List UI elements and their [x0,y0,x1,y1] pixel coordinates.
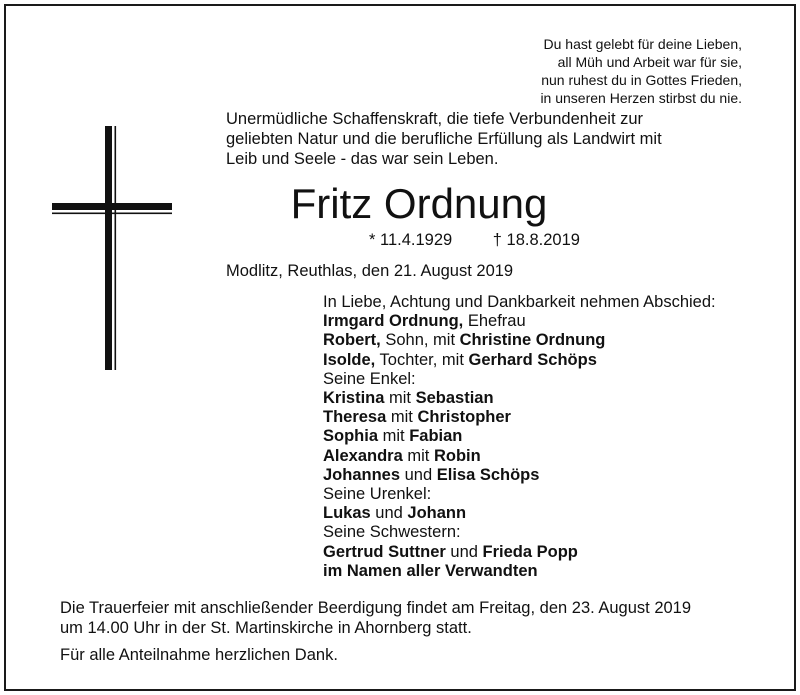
mourner-name: Sebastian [415,389,494,408]
mourner-row [323,312,716,331]
mourner-name: Fabian [409,427,463,446]
mourner-name: Elisa Schöps [436,465,540,484]
mourner-relation: Seine Urenkel: [323,485,432,504]
mourner-row [323,427,716,446]
mourner-row [323,543,716,562]
mourner-name: Christopher [417,408,511,427]
mourner-relation: mit [386,408,418,427]
mourner-name: Christine Ordnung [459,331,606,350]
mourner-row [323,331,716,350]
mourner-relation: mit [402,446,434,465]
mourner-relation: Ehefrau [463,312,526,331]
poem-line: Du hast gelebt für deine Lieben, [543,36,742,52]
poem-line: in unseren Herzen stirbst du nie. [540,90,742,106]
cross-icon [52,126,172,370]
mourners-list [323,293,716,581]
mourner-name: Gertrud Suttner [323,542,446,561]
mourner-row [323,562,716,581]
mourner-name: Frieda Popp [482,542,578,561]
mourner-name: Lukas [323,504,371,523]
mourner-row [323,466,716,485]
mourner-relation: mit [378,427,410,446]
mourners-heading: In Liebe, Achtung und Dankbarkeit nehmen Abschied: [323,293,716,311]
poem-line: all Müh und Arbeit war für sie, [557,54,742,70]
mourner-row [323,408,716,427]
mourner-relation: Seine Enkel: [323,369,416,388]
mourner-row [323,351,716,370]
ceremony-line: um 14.00 Uhr in der St. Martinskirche in Ahornberg statt. [60,619,472,637]
mourner-row [323,389,716,408]
mourner-relation: Sohn, mit [380,331,460,350]
mourner-name: Kristina [323,389,385,408]
mourner-name: im Namen aller Verwandten [323,561,538,580]
mourner-name: Theresa [323,408,387,427]
birth-date: * 11.4.1929 [369,231,453,249]
mourner-name: Gerhard Schöps [468,350,597,369]
deceased-name: Fritz Ordnung [290,180,548,227]
life-dates [369,231,580,250]
mourner-row [323,447,716,466]
mourner-row [323,504,716,523]
mourner-row [323,523,716,542]
thanks-line: Für alle Anteilnahme herzlichen Dank. [60,646,338,664]
ceremony-line: Die Trauerfeier mit anschließender Beerdigung findet am Freitag, den 23. August 2019 [60,599,692,617]
poem-line: nun ruhest du in Gottes Frieden, [541,72,742,88]
footer [60,598,691,665]
mourner-name: Irmgard Ordnung, [323,312,464,331]
poem [540,35,742,107]
mourner-relation: und [445,542,483,561]
mourner-relation: und [400,465,437,484]
mourner-relation: Tochter, mit [375,350,469,369]
intro-text [226,109,746,169]
intro-line: Leib und Seele - das war sein Leben. [226,150,499,168]
mourner-name: Johannes [323,465,401,484]
mourner-name: Sophia [323,427,379,446]
mourner-row [323,370,716,389]
mourner-name: Robin [433,446,481,465]
mourner-relation: und [370,504,408,523]
place-date: Modlitz, Reuthlas, den 21. August 2019 [226,262,514,280]
mourner-name: Alexandra [323,446,403,465]
mourner-name: Robert, [323,331,381,350]
intro-line: geliebten Natur und die berufliche Erfüllung als Landwirt mit [226,130,662,148]
intro-line: Unermüdliche Schaffenskraft, die tiefe Verbundenheit zur [226,110,644,128]
mourner-name: Johann [407,504,467,523]
mourner-row [323,485,716,504]
death-date: † 18.8.2019 [492,231,580,249]
mourner-relation: Seine Schwestern: [323,523,461,542]
mourner-name: Isolde, [323,350,376,369]
mourner-relation: mit [384,389,416,408]
